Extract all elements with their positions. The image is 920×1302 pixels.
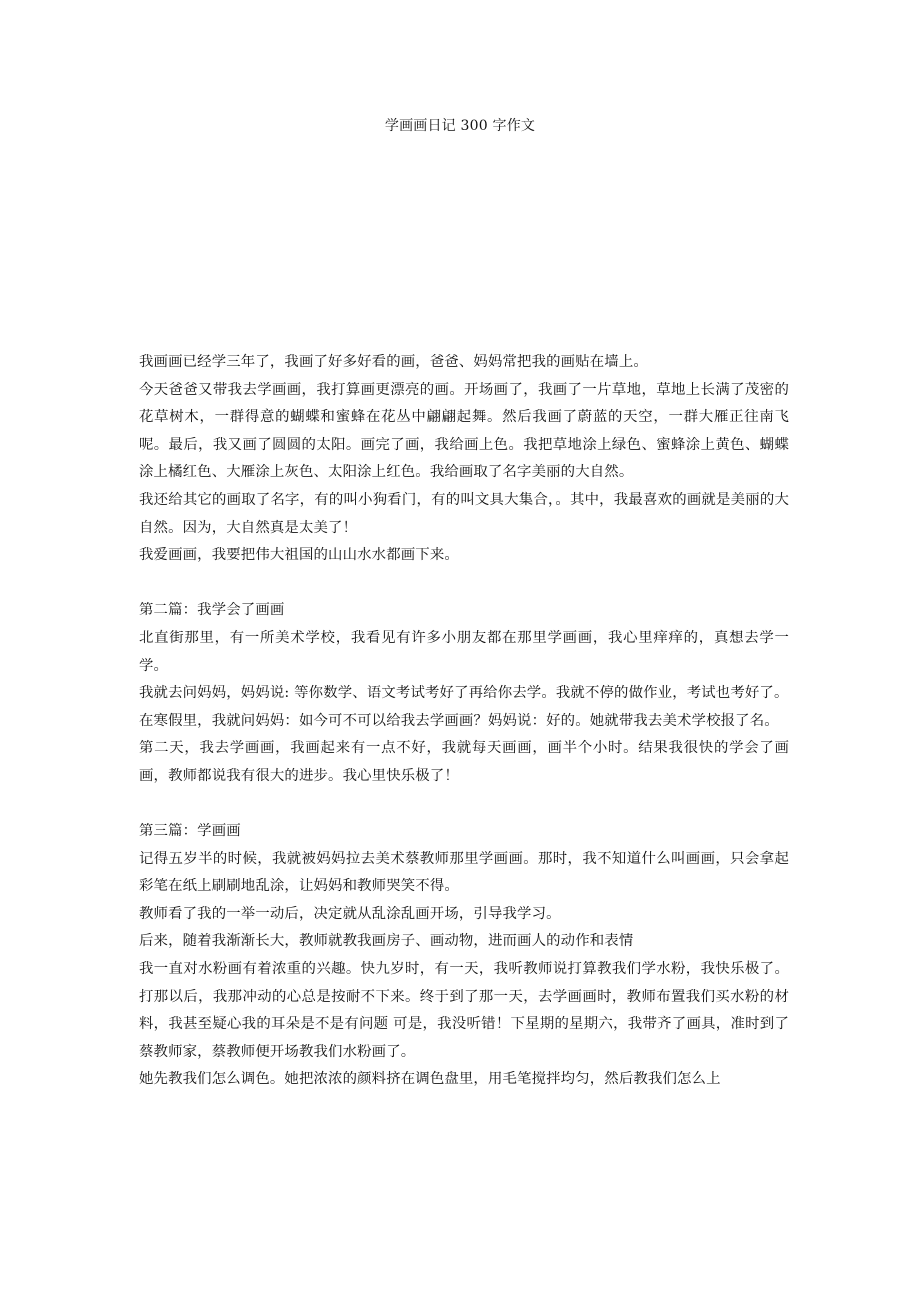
section-3-paragraph-1: 记得五岁半的时候，我就被妈妈拉去美术蔡教师那里学画画。那时，我不知道什么叫画画，只会拿起彩笔在纸上刷刷地乱涂，让妈妈和教师哭笑不得。	[139, 850, 789, 895]
section-1-paragraph-4: 我爱画画，我要把伟大祖国的山山水水都画下来。	[139, 547, 459, 564]
section-2-paragraph-3: 在寒假里，我就问妈妈：如今可不可以给我去学画画？妈妈说：好的。她就带我去美术学校报了名。	[139, 712, 779, 729]
section-1-paragraph-3: 我还给其它的画取了名字，有的叫小狗看门，有的叫文具大集合，。其中，我最喜欢的画就是美丽的大自然。因为，大自然真是太美了！	[139, 491, 789, 536]
section-2-paragraph-4: 第二天，我去学画画，我画起来有一点不好，我就每天画画，画半个小时。结果我很快的学会了画画，教师都说我有很大的进步。我心里快乐极了！	[139, 740, 789, 784]
document-title: 学画画日记 300 字作文	[384, 118, 536, 134]
section-1-paragraph-2: 今天爸爸又带我去学画画，我打算画更漂亮的画。开场画了，我画了一片草地，草地上长满了茂密的花草树木，一群得意的蝴蝶和蜜蜂在花丛中翩翩起舞。然后我画了蔚蓝的天空，一群大雁正往南飞呢。最后，我又画了圆圆的太阳。画完了画，我给画上色。我把草地涂上绿色、蜜蜂涂上黄色、蝴蝶涂上橘红色、大雁涂上灰色、太阳涂上红色。我给画取了名字美丽的大自然。	[139, 381, 789, 481]
section-2-paragraph-1: 北直街那里，有一所美术学校，我看见有许多小朋友都在那里学画画，我心里痒痒的，真想去学一学。	[139, 629, 789, 674]
document-body	[139, 349, 789, 1094]
section-2-heading: 第二篇：我学会了画画	[139, 602, 285, 619]
section-3-paragraph-4: 我一直对水粉画有着浓重的兴趣。快九岁时，有一天，我听教师说打算教我们学水粉，我快乐极了。打那以后，我那冲动的心总是按耐不下来。终于到了那一天，去学画画时，教师布置我们买水粉的材料，我甚至疑心我的耳朵是不是有问题 可是，我没听错！下星期的星期六，我带齐了画具，准时到了蔡教师家，蔡教师便开场教我们水粉画了。	[139, 961, 789, 1060]
section-2-paragraph-2: 我就去问妈妈，妈妈说: 等你数学、语文考试考好了再给你去学。我就不停的做作业，考试也考好了。	[139, 685, 789, 702]
section-1-paragraph-1: 我画画已经学三年了，我画了好多好看的画，爸爸、妈妈常把我的画贴在墙上。	[139, 354, 648, 370]
section-3-paragraph-3: 后来，随着我渐渐长大，教师就教我画房子、画动物，进而画人的动作和表情	[139, 933, 634, 950]
section-3-paragraph-2: 教师看了我的一举一动后，决定就从乱涂乱画开场，引导我学习。	[139, 905, 561, 922]
section-3-heading: 第三篇：学画画	[139, 823, 241, 840]
section-3-paragraph-5: 她先教我们怎么调色。她把浓浓的颜料挤在调色盘里，用毛笔搅拌均匀，然后教我们怎么上	[139, 1071, 721, 1088]
